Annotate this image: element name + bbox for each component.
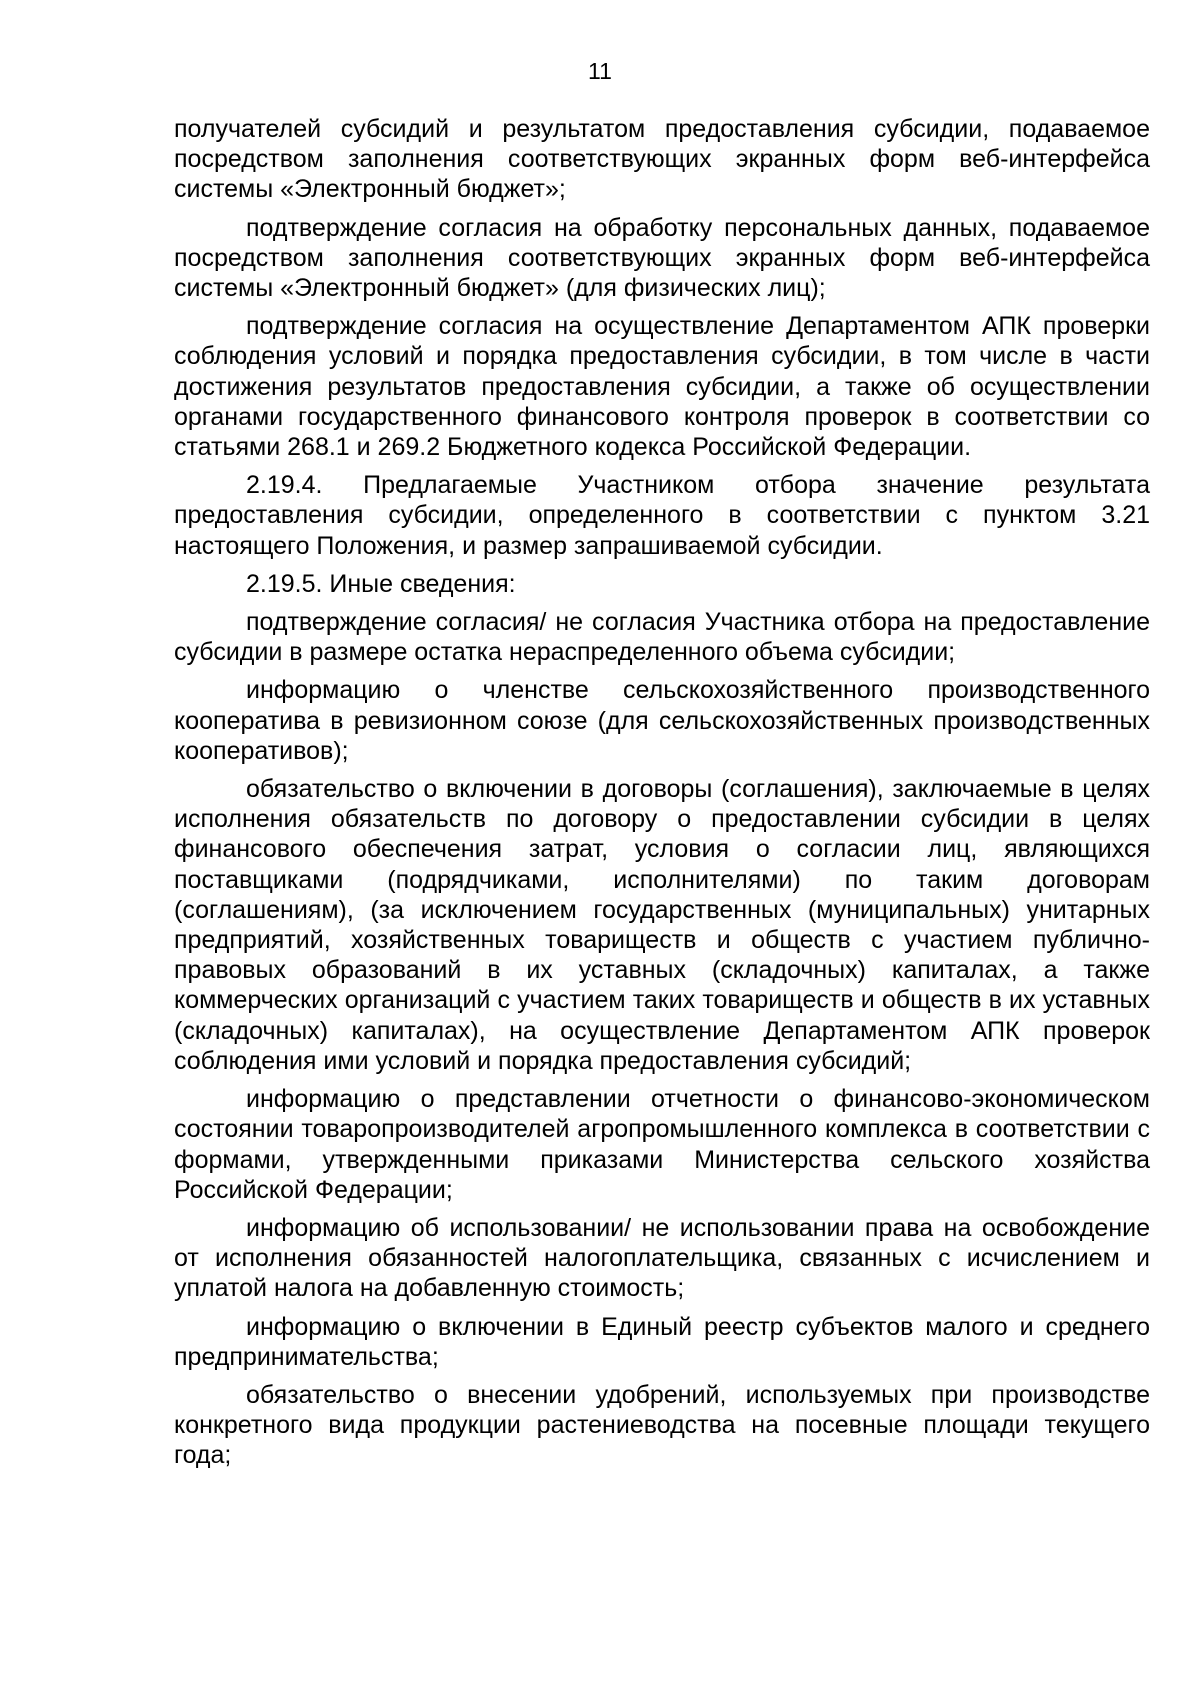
paragraph-2-19-4: 2.19.4. Предлагаемые Участником отбора значение результата предоставления субсидии, определенного в соответствии с пунктом 3.21 настоящего Положения, и размер запрашиваемой субсидии.	[174, 471, 1150, 560]
paragraph-continuation: получателей субсидий и результатом предоставления субсидии, подаваемое посредством заполнения соответствующих экранных форм веб-интерфейса системы «Электронный бюджет»;	[174, 115, 1150, 204]
paragraph-personal-data-consent: подтверждение согласия на обработку персональных данных, подаваемое посредством заполнения соответствующих экранных форм веб-интерфейса системы «Электронный бюджет» (для физических лиц);	[174, 213, 1150, 303]
paragraph-remainder-consent: подтверждение согласия/ не согласия Участника отбора на предоставление субсидии в размере остатка нераспределенного объема субсидии;	[174, 608, 1150, 667]
document-body	[174, 114, 1150, 1479]
paragraph-fertilizer-obligation: обязательство о внесении удобрений, используемых при производстве конкретного вида продукции растениеводства на посевные площади текущего года;	[174, 1380, 1150, 1470]
paragraph-cooperative-membership: информацию о членстве сельскохозяйственного производственного кооператива в ревизионном союзе (для сельскохозяйственных производственных кооперативов);	[174, 676, 1150, 765]
paragraph-sme-registry: информацию о включении в Единый реестр субъектов малого и среднего предпринимательства;	[174, 1312, 1150, 1371]
paragraph-inspection-consent: подтверждение согласия на осуществление Департаментом АПК проверки соблюдения условий и порядка предоставления субсидии, в том числе в части достижения результатов предоставления субсидии, а также об осуществлении органами государственного финансового контроля проверок в соответствии со статьями 268.1 и 269.2 Бюджетного кодекса Российской Федерации.	[174, 312, 1150, 462]
paragraph-contract-obligation: обязательство о включении в договоры (соглашения), заключаемые в целях исполнения обязательств по договору о предоставлении субсидии в целях финансового обеспечения затрат, условия о согласии лиц, являющихся поставщиками (подрядчиками, исполнителями) по таким договорам (соглашениям), (за исключением государственных (муниципальных) унитарных предприятий, хозяйственных товариществ и обществ с участием публично-правовых образований в их уставных (складочных) капиталах, а также коммерческих организаций с участием таких товариществ и обществ в их уставных (складочных) капиталах), на осуществление Департаментом АПК проверок соблюдения ими условий и порядка предоставления субсидий;	[174, 775, 1150, 1075]
paragraph-reporting-info: информацию о представлении отчетности о финансово-экономическом состоянии товаропроизводителей агропромышленного комплекса в соответствии с формами, утвержденными приказами Министерства сельского хозяйства Российской Федерации;	[174, 1085, 1150, 1204]
paragraph-2-19-5: 2.19.5. Иные сведения:	[246, 569, 516, 598]
paragraph-vat-exemption: информацию об использовании/ не использовании права на освобождение от исполнения обязанностей налогоплательщика, связанных с исчислением и уплатой налога на добавленную стоимость;	[174, 1213, 1150, 1303]
page-number: 11	[588, 58, 612, 84]
